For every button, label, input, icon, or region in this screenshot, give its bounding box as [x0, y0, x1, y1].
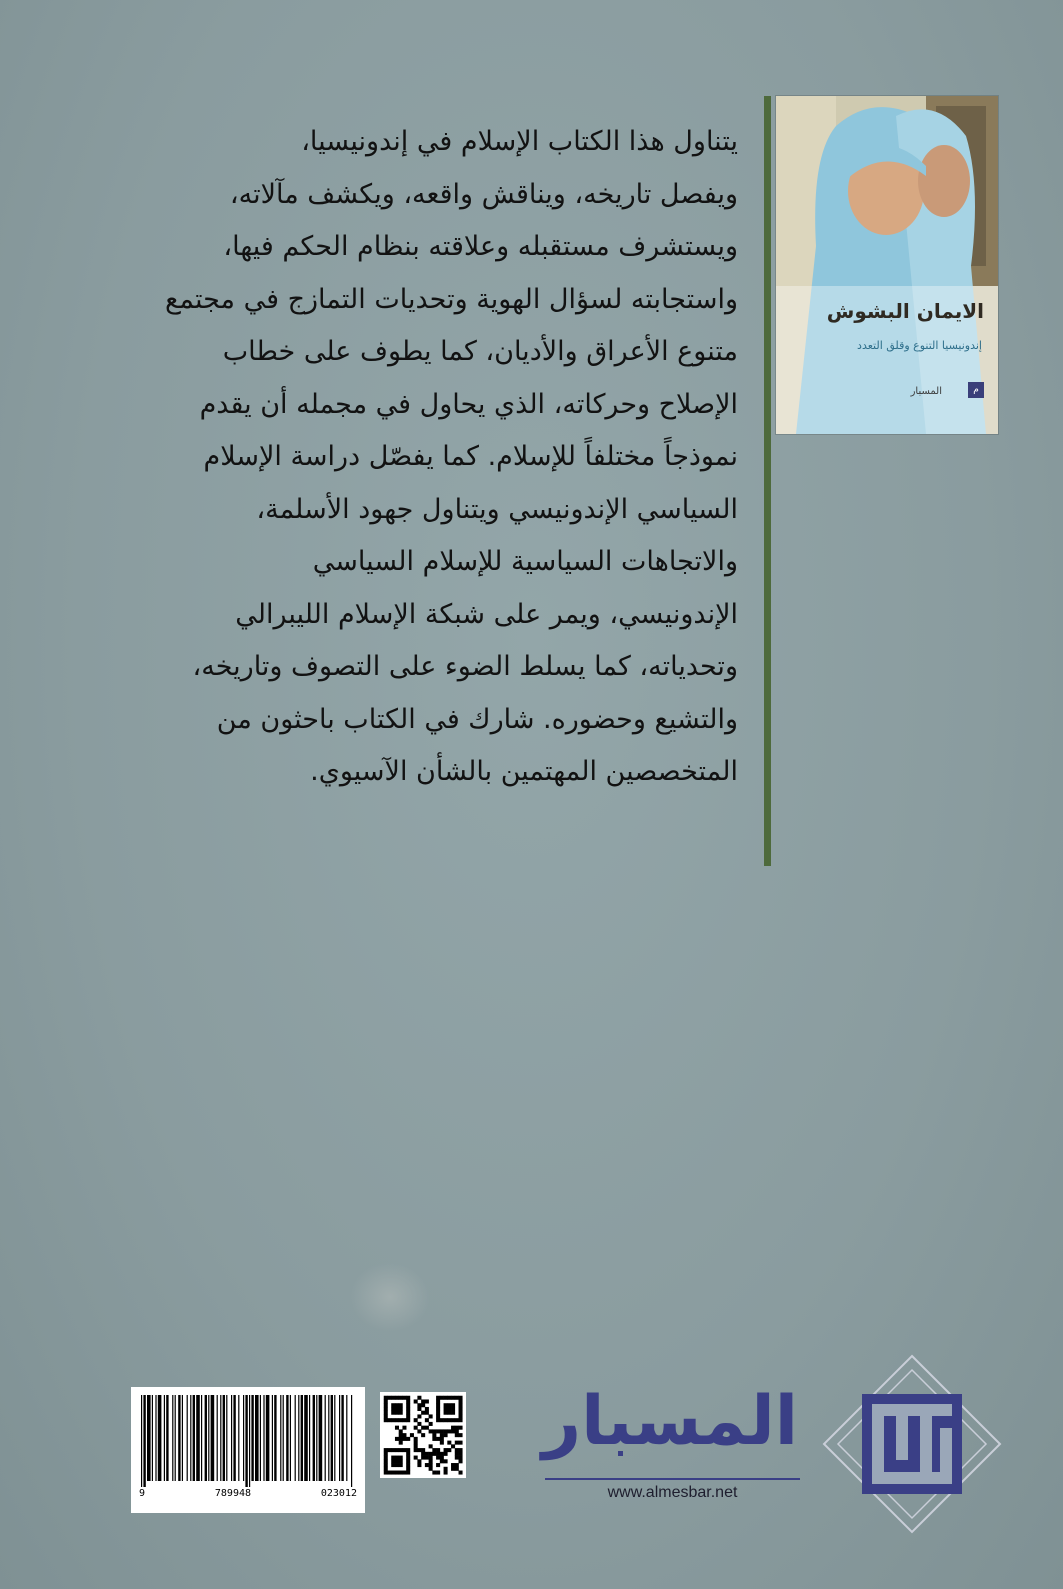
qr-module [436, 1429, 440, 1433]
barcode-bar [220, 1395, 221, 1481]
qr-module [414, 1448, 418, 1452]
qr-module [406, 1414, 410, 1418]
description-line: ويستشرف مستقبله وعلاقته بنظام الحكم فيها، [223, 231, 738, 262]
qr-module [406, 1452, 410, 1456]
qr-module [447, 1403, 451, 1407]
description-line: السياسي الإندونيسي ويتناول جهود الأسلمة، [256, 493, 738, 525]
barcode-bar [223, 1395, 225, 1481]
qr-module [436, 1403, 440, 1407]
qr-module [455, 1433, 459, 1437]
qr-module [429, 1414, 433, 1418]
qr-module [440, 1441, 444, 1445]
qr-module [399, 1403, 403, 1407]
qr-module [436, 1411, 440, 1415]
barcode-bar [211, 1395, 215, 1481]
qr-module [414, 1444, 418, 1448]
qr-module [459, 1426, 463, 1430]
qr-module [451, 1407, 455, 1411]
qr-module [429, 1467, 433, 1471]
qr-module [384, 1448, 388, 1452]
qr-module [425, 1456, 429, 1460]
qr-module [417, 1448, 421, 1452]
qr-module [391, 1448, 395, 1452]
qr-module [384, 1452, 388, 1456]
qr-module [421, 1426, 425, 1430]
qr-module [440, 1459, 444, 1463]
barcode-bar [158, 1395, 162, 1481]
qr-module [425, 1418, 429, 1422]
qr-module [451, 1467, 455, 1471]
qr-module [402, 1426, 406, 1430]
qr-module [459, 1441, 463, 1445]
qr-module [421, 1399, 425, 1403]
kufic-square-emblem-icon [820, 1352, 1004, 1536]
barcode-bar [143, 1395, 145, 1487]
barcode-bar [172, 1395, 173, 1481]
qr-module [444, 1452, 448, 1456]
qr-module [414, 1437, 418, 1441]
qr-module [436, 1418, 440, 1422]
cover-publisher-name: المسبار [910, 386, 942, 397]
qr-module [447, 1448, 451, 1452]
qr-module [414, 1426, 418, 1430]
description-line: وتحدياته، كما يسلط الضوء على التصوف وتاريخه، [192, 651, 738, 682]
qr-module [417, 1422, 421, 1426]
description-line: الإصلاح وحركاته، الذي يحاول في مجمله أن يقدم [199, 388, 738, 420]
qr-module [399, 1407, 403, 1411]
qr-module [455, 1452, 459, 1456]
qr-module [399, 1471, 403, 1475]
qr-module [455, 1448, 459, 1452]
barcode-bar [319, 1395, 323, 1481]
qr-module [436, 1437, 440, 1441]
barcode-bar [260, 1395, 261, 1481]
qr-module [421, 1411, 425, 1415]
barcode-bar [196, 1395, 200, 1481]
qr-module [384, 1414, 388, 1418]
description-line: واستجابته لسؤال الهوية وتحديات التمازج في مجتمع [164, 283, 738, 315]
qr-module [455, 1396, 459, 1400]
emblem-graphic [820, 1352, 1004, 1536]
qr-module [399, 1437, 403, 1441]
barcode-bar [147, 1395, 151, 1481]
qr-module [444, 1418, 448, 1422]
qr-module [436, 1456, 440, 1460]
description-line: يتناول هذا الكتاب الإسلام في إندونيسيا، [301, 126, 738, 157]
qr-module [447, 1441, 451, 1445]
qr-module [391, 1463, 395, 1467]
qr-module [399, 1448, 403, 1452]
barcode-bar [164, 1395, 165, 1481]
qr-module [444, 1459, 448, 1463]
qr-module [391, 1459, 395, 1463]
qr-module [402, 1448, 406, 1452]
qr-module [436, 1448, 440, 1452]
barcode-bar [208, 1395, 209, 1481]
barcode-bar [313, 1395, 315, 1481]
qr-module [447, 1429, 451, 1433]
barcode-bar [155, 1395, 156, 1481]
qr-module [444, 1467, 448, 1471]
qr-module [399, 1441, 403, 1445]
qr-module [402, 1418, 406, 1422]
barcode-bar [325, 1395, 326, 1481]
qr-module [436, 1471, 440, 1475]
qr-module [387, 1448, 391, 1452]
description-line: متنوع الأعراق والأديان، كما يطوف على خطاب [222, 336, 738, 367]
qr-module [395, 1411, 399, 1415]
barcode-bar [245, 1395, 247, 1487]
barcode-bar [304, 1395, 308, 1481]
barcode-bar [201, 1395, 202, 1481]
qr-pattern [380, 1392, 466, 1478]
qr-module [384, 1403, 388, 1407]
qr-module [455, 1429, 459, 1433]
qr-module [455, 1463, 459, 1467]
book-description [98, 116, 738, 799]
barcode-bar [331, 1395, 333, 1481]
qr-module [432, 1429, 436, 1433]
qr-module [447, 1396, 451, 1400]
qr-module [387, 1396, 391, 1400]
qr-module [429, 1463, 433, 1467]
qr-module [406, 1437, 410, 1441]
barcode-bar [205, 1395, 207, 1481]
qr-module [425, 1399, 429, 1403]
qr-module [459, 1403, 463, 1407]
barcode-bars [139, 1395, 357, 1487]
qr-module [451, 1418, 455, 1422]
qr-module [395, 1448, 399, 1452]
barcode-bar [301, 1395, 303, 1481]
qr-module [421, 1452, 425, 1456]
cover-title: الايمان البشوش [826, 299, 984, 323]
qr-module [406, 1403, 410, 1407]
qr-module [447, 1418, 451, 1422]
qr-module [417, 1459, 421, 1463]
barcode-digit-group: 789948 [214, 1488, 252, 1499]
qr-module [440, 1437, 444, 1441]
qr-module [384, 1418, 388, 1422]
qr-module [387, 1471, 391, 1475]
barcode-digit-group: 9 [139, 1488, 146, 1499]
barcode-bar [251, 1395, 253, 1481]
qr-module [406, 1411, 410, 1415]
qr-module [410, 1433, 414, 1437]
front-cover-thumbnail [776, 96, 998, 434]
barcode-bar [298, 1395, 299, 1481]
qr-module [451, 1444, 455, 1448]
qr-module [406, 1471, 410, 1475]
qr-module [395, 1459, 399, 1463]
qr-module [406, 1463, 410, 1467]
qr-module [436, 1414, 440, 1418]
qr-module [391, 1403, 395, 1407]
qr-module [417, 1407, 421, 1411]
barcode-bar [152, 1395, 153, 1481]
qr-module [432, 1437, 436, 1441]
qr-module [399, 1433, 403, 1437]
qr-module [432, 1471, 436, 1475]
qr-module [406, 1407, 410, 1411]
qr-module [391, 1396, 395, 1400]
publisher-website: www.almesbar.net [607, 1484, 738, 1501]
qr-module [395, 1437, 399, 1441]
qr-module [395, 1403, 399, 1407]
barcode-digits [139, 1488, 357, 1499]
qr-module [417, 1429, 421, 1433]
qr-module [436, 1396, 440, 1400]
qr-module [440, 1433, 444, 1437]
barcode-bar [193, 1395, 195, 1481]
qr-module [444, 1448, 448, 1452]
qr-module [425, 1426, 429, 1430]
qr-module [391, 1407, 395, 1411]
barcode-bar [238, 1395, 239, 1481]
qr-module [391, 1418, 395, 1422]
qr-module [384, 1456, 388, 1460]
barcode-bar [182, 1395, 183, 1481]
qr-module [459, 1433, 463, 1437]
qr-module [455, 1418, 459, 1422]
qr-module [459, 1411, 463, 1415]
qr-module [459, 1399, 463, 1403]
qr-module [395, 1463, 399, 1467]
barcode-bar [339, 1395, 340, 1481]
qr-module [432, 1452, 436, 1456]
qr-module [425, 1407, 429, 1411]
qr-module [436, 1399, 440, 1403]
barcode-bar [316, 1395, 317, 1481]
qr-module [429, 1444, 433, 1448]
description-line: ويفصل تاريخه، ويناقش واقعه، ويكشف مآلاته، [229, 178, 738, 210]
qr-module [384, 1411, 388, 1415]
qr-module [406, 1467, 410, 1471]
qr-module [384, 1467, 388, 1471]
qr-module [391, 1471, 395, 1475]
qr-module [384, 1396, 388, 1400]
qr-module [432, 1448, 436, 1452]
qr-module [417, 1414, 421, 1418]
qr-module [421, 1403, 425, 1407]
publisher-divider [545, 1478, 800, 1480]
qr-module [406, 1396, 410, 1400]
qr-module [395, 1407, 399, 1411]
qr-module [391, 1456, 395, 1460]
qr-module [399, 1411, 403, 1415]
qr-module [429, 1459, 433, 1463]
qr-module [425, 1463, 429, 1467]
qr-module [459, 1407, 463, 1411]
qr-module [447, 1407, 451, 1411]
qr-module [406, 1418, 410, 1422]
qr-module [399, 1396, 403, 1400]
qr-module [440, 1452, 444, 1456]
description-line: والاتجاهات السياسية للإسلام السياسي [312, 546, 738, 577]
qr-module [444, 1407, 448, 1411]
qr-module [421, 1456, 425, 1460]
description-line: المتخصصين المهتمين بالشأن الآسيوي. [310, 756, 738, 787]
qr-module [436, 1463, 440, 1467]
qr-module [455, 1426, 459, 1430]
qr-module [440, 1396, 444, 1400]
cover-subtitle: إندونيسيا التنوع وقلق التعدد [857, 339, 982, 352]
barcode-bar [351, 1395, 352, 1487]
qr-module [395, 1456, 399, 1460]
qr-module [459, 1414, 463, 1418]
qr-module [440, 1418, 444, 1422]
barcode-bar [295, 1395, 296, 1481]
barcode-bar [141, 1395, 142, 1487]
qr-module [414, 1399, 418, 1403]
qr-module [395, 1418, 399, 1422]
barcode-bar [280, 1395, 281, 1481]
qr-module [399, 1463, 403, 1467]
barcode-bar [217, 1395, 218, 1481]
barcode-bar [178, 1395, 180, 1481]
qr-module [451, 1429, 455, 1433]
qr-module [444, 1411, 448, 1415]
qr-module [451, 1426, 455, 1430]
qr-module [436, 1452, 440, 1456]
qr-module [444, 1403, 448, 1407]
qr-module [395, 1426, 399, 1430]
qr-module [402, 1433, 406, 1437]
barcode-bar [243, 1395, 244, 1481]
qr-module [459, 1471, 463, 1475]
cover-photo [776, 96, 998, 434]
qr-module [395, 1471, 399, 1475]
description-line: والتشيع وحضوره. شارك في الكتاب باحثون من [216, 703, 738, 735]
barcode-bar [175, 1395, 176, 1481]
qr-module [399, 1418, 403, 1422]
barcode-bar [249, 1395, 250, 1487]
cover-publisher-logo-icon: م [968, 382, 984, 398]
qr-module [444, 1433, 448, 1437]
barcode-bar [255, 1395, 259, 1481]
qr-module [436, 1407, 440, 1411]
barcode-bar [290, 1395, 291, 1481]
barcode-bar [328, 1395, 329, 1481]
qr-module [425, 1452, 429, 1456]
qr-module [402, 1471, 406, 1475]
qr-module [399, 1429, 403, 1433]
publisher-wordmark: المسبار [541, 1382, 799, 1461]
qr-module [425, 1411, 429, 1415]
barcode-bar [166, 1395, 168, 1481]
description-line: نموذجاً مختلفاً للإسلام. كما يفصّل دراسة الإسلام [203, 441, 738, 472]
qr-module [417, 1403, 421, 1407]
qr-module [399, 1456, 403, 1460]
qr-module [384, 1399, 388, 1403]
barcode-bar [233, 1395, 235, 1481]
qr-module [387, 1418, 391, 1422]
qr-module [429, 1452, 433, 1456]
barcode-bar [274, 1395, 276, 1481]
qr-module [384, 1463, 388, 1467]
qr-module [406, 1448, 410, 1452]
barcode-bar [346, 1395, 347, 1481]
qr-module [451, 1463, 455, 1467]
qr-module [395, 1396, 399, 1400]
qr-module [444, 1471, 448, 1475]
qr-module [384, 1407, 388, 1411]
barcode-bar [341, 1395, 343, 1481]
qr-module [444, 1396, 448, 1400]
qr-module [459, 1448, 463, 1452]
qr-module [421, 1433, 425, 1437]
qr-module [406, 1456, 410, 1460]
barcode-bar [266, 1395, 270, 1481]
barcode-bar [334, 1395, 335, 1481]
qr-module [451, 1411, 455, 1415]
qr-module [399, 1459, 403, 1463]
qr-module [455, 1467, 459, 1471]
qr-module [417, 1396, 421, 1400]
qr-module [402, 1437, 406, 1441]
qr-module [444, 1429, 448, 1433]
sticker-residue [350, 1262, 430, 1332]
qr-module [459, 1452, 463, 1456]
qr-module [432, 1433, 436, 1437]
qr-module [459, 1396, 463, 1400]
qr-module [384, 1471, 388, 1475]
qr-module [406, 1399, 410, 1403]
qr-module [417, 1463, 421, 1467]
qr-module [459, 1459, 463, 1463]
qr-module [459, 1456, 463, 1460]
barcode-bar [272, 1395, 273, 1481]
qr-module [451, 1396, 455, 1400]
barcode-bar [190, 1395, 191, 1481]
qr-module [447, 1411, 451, 1415]
qr-code-icon [380, 1392, 466, 1478]
qr-module [429, 1422, 433, 1426]
barcode-digit-group: 023012 [320, 1488, 357, 1499]
qr-module [414, 1456, 418, 1460]
qr-module [451, 1403, 455, 1407]
qr-module [455, 1441, 459, 1445]
qr-module [402, 1396, 406, 1400]
qr-module [455, 1456, 459, 1460]
qr-module [459, 1418, 463, 1422]
barcode-bar [231, 1395, 232, 1481]
qr-module [406, 1459, 410, 1463]
qr-module [391, 1411, 395, 1415]
barcode-bar [263, 1395, 264, 1481]
barcode-bar [283, 1395, 284, 1481]
accent-rule [764, 96, 771, 866]
barcode-bar [309, 1395, 310, 1481]
description-line: الإندونيسي، ويمر على شبكة الإسلام الليبرالي [235, 598, 738, 630]
qr-module [440, 1456, 444, 1460]
qr-module [384, 1459, 388, 1463]
qr-module [421, 1448, 425, 1452]
barcode-bar [286, 1395, 288, 1481]
barcode-bar [226, 1395, 227, 1481]
barcode-bar [187, 1395, 188, 1481]
isbn-barcode-icon [131, 1387, 365, 1513]
qr-module [414, 1441, 418, 1445]
qr-module [429, 1456, 433, 1460]
qr-module [414, 1418, 418, 1422]
qr-module [440, 1429, 444, 1433]
qr-module [429, 1429, 433, 1433]
